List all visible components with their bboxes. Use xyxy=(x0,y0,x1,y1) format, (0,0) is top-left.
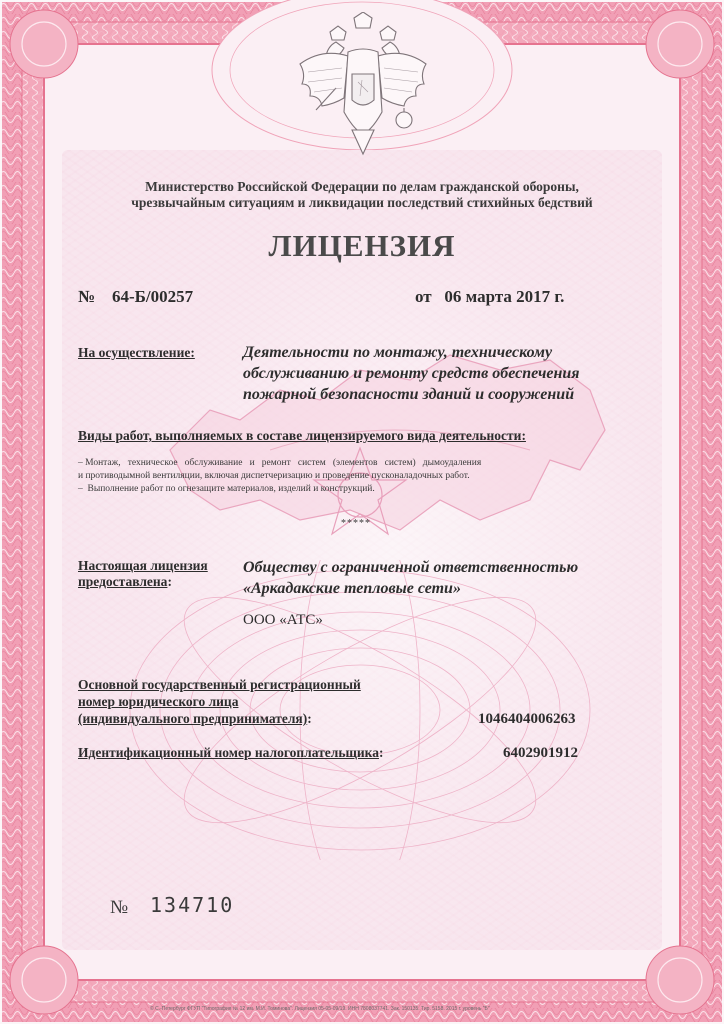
ogrn-value: 1046404006263 xyxy=(478,711,576,727)
activity-line-2: обслуживанию и ремонту средств обеспечения xyxy=(243,365,580,382)
ogrn-label-line3 xyxy=(78,711,312,727)
printer-imprint: © С.-Петербург ФГУП "Типография № 12 им. М.И. Томинова". Лицензия 05-05-09/19. ИНН 7808037741. Зак. 150135. Тир. 5158. 2015 г. уровень "Б" xyxy=(150,1006,490,1012)
license-date: от 06 марта 2017 г. xyxy=(415,287,565,306)
ministry-name-line2: чрезвычайным ситуациям и ликвидации последствий стихийных бедствий xyxy=(131,195,593,210)
works-line-1: – Монтаж, техническое обслуживание и ремонт систем (элементов систем) дымоудаления xyxy=(78,458,482,468)
holder-label-line2 xyxy=(78,574,172,590)
blank-number-prefix: № xyxy=(110,897,129,918)
inn-label-colon: : xyxy=(378,745,384,760)
holder-name-line1: Обществу с ограниченной ответственностью xyxy=(243,559,579,576)
mchs-emblem-watermark xyxy=(290,440,430,550)
ogrn-label-line1: Основной государственный регистрационный xyxy=(78,677,361,692)
ogrn-label-colon: : xyxy=(307,711,312,726)
inn-label xyxy=(78,745,383,761)
works-separator: ***** xyxy=(341,518,371,529)
ministry-name-line1: Министерство Российской Федерации по делам гражданской обороны, xyxy=(145,179,579,194)
activity-line-1: Деятельности по монтажу, техническому xyxy=(243,344,553,361)
ogrn-label-line3-text: (индивидуального предпринимателя) xyxy=(78,711,308,726)
inn-value: 6402901912 xyxy=(503,745,578,761)
double-headed-eagle-emblem xyxy=(292,12,434,162)
works-line-3: – Выполнение работ по огнезащите материалов, изделий и конструкций. xyxy=(78,484,375,494)
holder-label-line1: Настоящая лицензия xyxy=(78,558,208,573)
blank-number: 134710 xyxy=(150,893,235,917)
activity-line-3: пожарной безопасности зданий и сооружений xyxy=(243,386,575,403)
document-title: ЛИЦЕНЗИЯ xyxy=(268,228,456,263)
inn-label-text: Идентификационный номер налогоплательщика xyxy=(78,745,379,760)
license-number-label: № xyxy=(78,287,96,306)
holder-name-line2: «Аркадакские тепловые сети» xyxy=(243,580,461,597)
activity-label: На осуществление: xyxy=(78,345,195,360)
holder-label-colon: : xyxy=(167,574,172,589)
works-heading: Виды работ, выполняемых в составе лицензируемого вида деятельности: xyxy=(78,428,526,443)
holder-short-name: ООО «АТС» xyxy=(243,612,323,628)
holder-label-line2-text: предоставлена xyxy=(78,574,168,589)
ogrn-label-line2: номер юридического лица xyxy=(78,694,239,709)
guilloche-rosette-watermark xyxy=(120,560,600,860)
license-number: 64-Б/00257 xyxy=(112,287,194,306)
works-line-2: и противодымной вентиляции, включая диспетчеризацию и проведение пусконаладочных работ. xyxy=(78,471,470,481)
